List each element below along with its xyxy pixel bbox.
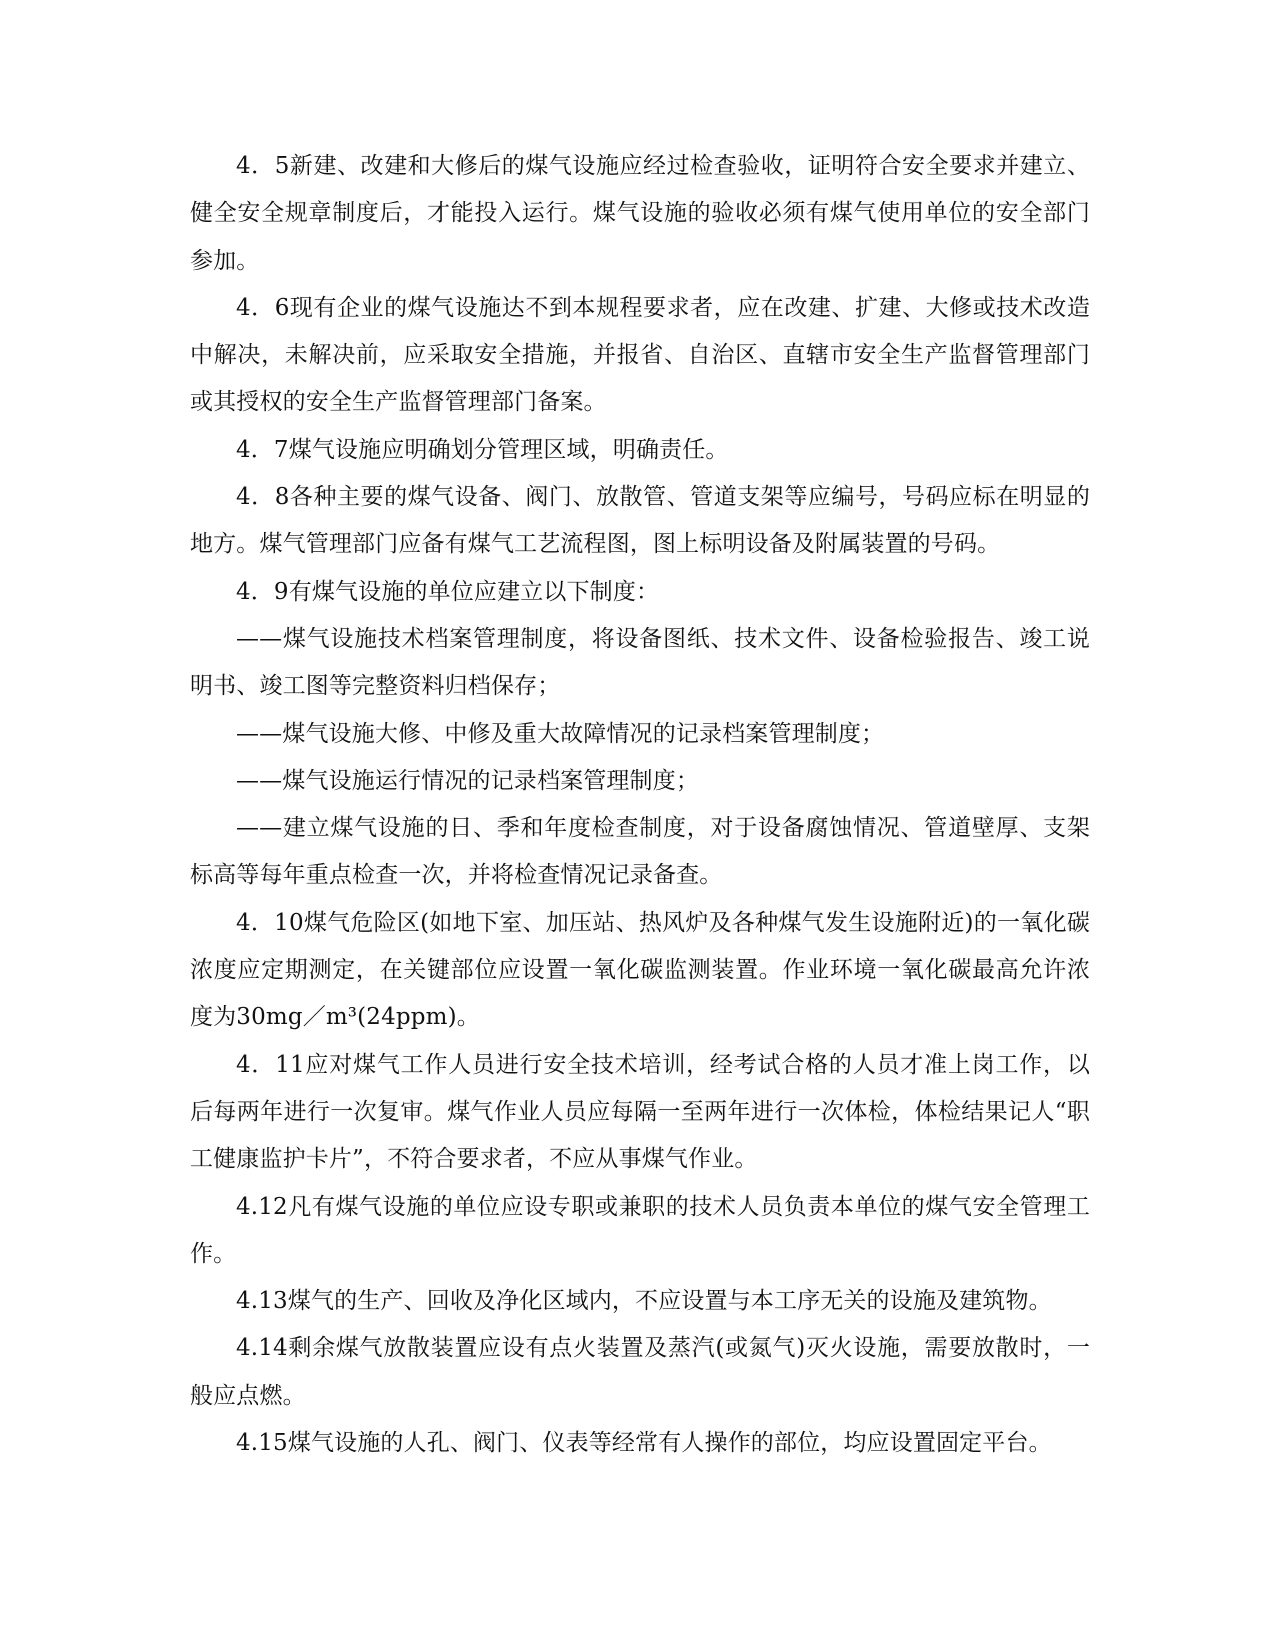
paragraph-4-8: 4．8各种主要的煤气设备、阀门、放散管、管道支架等应编号，号码应标在明显的地方。煤气管理部门应备有煤气工艺流程图，图上标明设备及附属装置的号码。: [190, 484, 1090, 558]
paragraph-4-9: 4．9有煤气设施的单位应建立以下制度：: [236, 578, 660, 605]
paragraph-4-12: 4.12凡有煤气设施的单位应设专职或兼职的技术人员负责本单位的煤气安全管理工作。: [190, 1193, 1090, 1267]
list-item-operation-records: ——煤气设施运行情况的记录档案管理制度；: [236, 767, 699, 794]
paragraph-4-13: 4.13煤气的生产、回收及净化区域内，不应设置与本工序无关的设施及建筑物。: [236, 1288, 1052, 1315]
paragraph-4-11: 4．11应对煤气工作人员进行安全技术培训，经考试合格的人员才准上岗工作，以后每两年进行一次复审。煤气作业人员应每隔一至两年进行一次体检，体检结果记人“职工健康监护卡片”，不符合要求者，不应从事煤气作业。: [190, 1051, 1090, 1173]
paragraph-4-14: 4.14剩余煤气放散装置应设有点火装置及蒸汽(或氮气)灭火设施，需要放散时，一般应点燃。: [190, 1335, 1090, 1409]
list-item-inspection-system: ——建立煤气设施的日、季和年度检查制度，对于设备腐蚀情况、管道壁厚、支架标高等每年重点检查一次，并将检查情况记录备查。: [190, 815, 1090, 889]
document-body: [190, 143, 1090, 1467]
paragraph-4-15: 4.15煤气设施的人孔、阀门、仪表等经常有人操作的部位，均应设置固定平台。: [236, 1430, 1052, 1457]
paragraph-4-10: 4．10煤气危险区(如地下室、加压站、热风炉及各种煤气发生设施附近)的一氧化碳浓度应定期测定，在关键部位应设置一氧化碳监测装置。作业环境一氧化碳最高允许浓度为30mg／m³(24ppm)。: [190, 909, 1090, 1031]
list-item-technical-archive: ——煤气设施技术档案管理制度，将设备图纸、技术文件、设备检验报告、竣工说明书、竣工图等完整资料归档保存；: [190, 625, 1090, 700]
list-item-repair-records: ——煤气设施大修、中修及重大故障情况的记录档案管理制度；: [236, 720, 885, 747]
paragraph-4-6: 4．6现有企业的煤气设施达不到本规程要求者，应在改建、扩建、大修或技术改造中解决，未解决前，应采取安全措施，并报省、自治区、直辖市安全生产监督管理部门或其授权的安全生产监督管理部门备案。: [190, 294, 1090, 416]
paragraph-4-7: 4．7煤气设施应明确划分管理区域，明确责任。: [236, 436, 729, 463]
paragraph-4-5: 4．5新建、改建和大修后的煤气设施应经过检查验收，证明符合安全要求并建立、健全安全规章制度后，才能投入运行。煤气设施的验收必须有煤气使用单位的安全部门参加。: [190, 153, 1090, 274]
